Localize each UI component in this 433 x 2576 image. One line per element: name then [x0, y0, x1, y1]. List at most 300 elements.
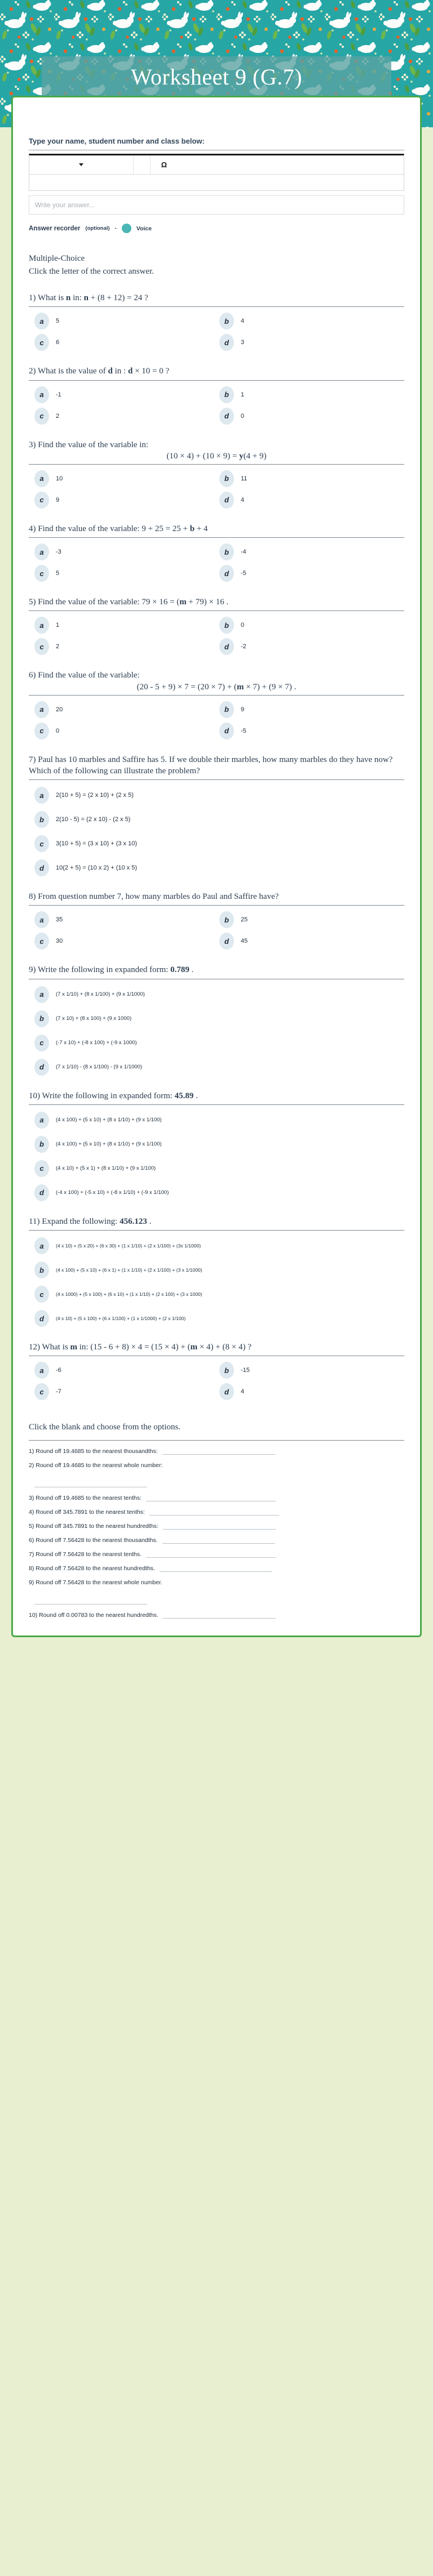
question-block: [29, 1342, 404, 1400]
option-d[interactable]: [219, 1383, 404, 1400]
option-letter-badge[interactable]: c: [34, 638, 49, 655]
option-letter-badge[interactable]: b: [219, 470, 234, 487]
blank-question-row: [29, 1612, 404, 1619]
option-text: 0: [241, 622, 245, 629]
blank-answer-field[interactable]: [34, 1481, 147, 1487]
option-letter-badge[interactable]: d: [219, 565, 234, 582]
option-letter-badge[interactable]: c: [34, 334, 49, 351]
blanks-container: [29, 1448, 404, 1619]
option-letter-badge[interactable]: d: [34, 1184, 49, 1201]
option-letter-badge[interactable]: b: [219, 313, 234, 329]
option-letter-badge[interactable]: b: [219, 701, 234, 718]
option-text: -3: [56, 549, 61, 555]
option-letter-badge[interactable]: a: [34, 470, 49, 487]
option-b[interactable]: [219, 386, 404, 403]
option-letter-badge[interactable]: a: [34, 543, 49, 560]
option-letter-badge[interactable]: a: [34, 313, 49, 329]
blank-question-row: [29, 1565, 404, 1572]
answer-placeholder-text: Write your answer...: [35, 201, 95, 209]
option-a[interactable]: [34, 986, 404, 1003]
blanks-divider: [29, 1440, 404, 1441]
option-d[interactable]: [219, 933, 404, 950]
option-text: 2: [56, 643, 60, 650]
option-text: (7 x 1/10) + (8 x 1/100) + (9 x 1/1000): [56, 991, 145, 997]
question-body-text-3: .: [147, 1216, 152, 1226]
question-equation: [29, 683, 404, 692]
option-text: -4: [241, 549, 246, 555]
option-text: (4 x 100) + (5 x 10) + (8 x 1/10) + (9 x 1/100): [56, 1117, 162, 1124]
blank-question-text: 6) Round off 7.56428 to the nearest thousandths.: [29, 1537, 158, 1544]
option-text: -15: [241, 1367, 250, 1374]
question-number: 9): [29, 965, 38, 975]
question-variable-2: n: [83, 293, 89, 302]
question-body-text: Write the following in expanded form:: [42, 1091, 175, 1100]
option-letter-badge[interactable]: b: [219, 617, 234, 634]
recorder-label: Answer recorder: [29, 225, 81, 232]
title-plate: [42, 56, 391, 97]
question-body-text: Expand the following:: [42, 1216, 120, 1226]
option-c[interactable]: [34, 1383, 219, 1400]
blank-answer-field[interactable]: [146, 1495, 276, 1501]
option-a[interactable]: [34, 1362, 219, 1379]
question-number: 2): [29, 367, 38, 376]
option-letter-badge[interactable]: a: [34, 617, 49, 634]
question-text: [29, 292, 404, 304]
option-text: 0: [241, 412, 245, 420]
option-letter-badge[interactable]: d: [219, 933, 234, 950]
question-block: [29, 292, 404, 351]
blank-question-text: 3) Round off 19.4685 to the nearest tenths:: [29, 1495, 142, 1502]
equation-left: (20 - 5 + 9) × 7 = (20 × 7) + (: [136, 682, 237, 692]
question-body-text: Find the value of the variable:: [38, 671, 140, 680]
question-text: [29, 1216, 404, 1227]
option-text: -7: [56, 1388, 61, 1396]
question-number: 4): [29, 524, 38, 533]
option-text: 4: [241, 318, 245, 325]
question-text: [29, 754, 404, 777]
answer-recorder-row: [29, 224, 404, 233]
options-list: [29, 313, 404, 351]
equation-left: (10 × 4) + (10 × 9) =: [166, 451, 240, 461]
question-block: [29, 754, 404, 877]
option-letter-badge[interactable]: c: [34, 1286, 49, 1303]
option-d[interactable]: [219, 565, 404, 582]
question-divider: [29, 610, 404, 611]
options-list: [29, 617, 404, 655]
blank-question-text: 10) Round off 0.00783 to the nearest hundredths.: [29, 1612, 158, 1619]
option-letter-badge[interactable]: a: [34, 701, 49, 718]
option-a[interactable]: [34, 787, 404, 804]
answer-input-field[interactable]: [29, 195, 404, 215]
question-number: 5): [29, 598, 38, 607]
blank-question-text: 9) Round off 7.56428 to the nearest whole number.: [29, 1579, 162, 1586]
option-letter-badge[interactable]: b: [219, 911, 234, 928]
options-list: [29, 1362, 404, 1400]
question-body-text: Paul has 10 marbles and Saffire has 5. If we double their marbles, how many marbles do they have now? Which of the following can illustrate the problem?: [29, 755, 393, 776]
question-value: 45.89: [174, 1091, 194, 1100]
question-variable: d: [108, 367, 113, 376]
mc-section-instruction: Click the letter of the correct answer.: [29, 266, 154, 276]
question-divider: [29, 464, 404, 465]
option-c[interactable]: [34, 638, 219, 655]
option-text: 9: [56, 496, 60, 503]
option-text: 6: [56, 339, 60, 346]
option-b[interactable]: [219, 1362, 404, 1379]
option-c[interactable]: [34, 408, 219, 425]
option-text: (4 x 100) + (5 x 10) + (8 x 1/10) + (9 x 1/100): [56, 1141, 162, 1148]
option-letter-badge[interactable]: a: [34, 911, 49, 928]
question-text: [29, 1090, 404, 1102]
question-body-text-3: .: [189, 965, 194, 975]
question-text: [29, 596, 404, 608]
options-list: [29, 386, 404, 425]
question-number: 6): [29, 671, 38, 680]
option-text: (4 x 10) + (5 x 100) + (6 x 1/100) + (1 x 1/1000) + (2 x 1/100): [56, 1316, 186, 1321]
option-text: (4 x 10) + (5 x 20) + (6 x 30) + (1 x 1/10) + (2 x 1/100) + (3x 1/1000): [56, 1243, 201, 1249]
question-block: [29, 596, 404, 655]
option-d[interactable]: [219, 723, 404, 739]
option-b[interactable]: [219, 313, 404, 329]
blank-question-text: 7) Round off 7.56428 to the nearest tenths.: [29, 1551, 142, 1558]
option-text: 10(2 + 5) = (10 x 2) + (10 x 5): [56, 864, 137, 871]
option-b[interactable]: [219, 701, 404, 718]
question-number: 1): [29, 293, 38, 302]
question-variable-2: d: [127, 367, 133, 376]
question-block: [29, 523, 404, 582]
editor-text-area[interactable]: [29, 175, 404, 190]
option-b[interactable]: [34, 1010, 404, 1027]
options-list: [29, 787, 404, 876]
option-a[interactable]: [34, 470, 219, 487]
option-letter-badge[interactable]: d: [34, 1059, 49, 1076]
question-body-text-3: × 4) + (8 × 4) ?: [197, 1343, 251, 1352]
option-letter-badge[interactable]: d: [219, 492, 234, 509]
option-letter-badge[interactable]: b: [219, 386, 234, 403]
question-block: [29, 891, 404, 950]
option-a[interactable]: [34, 1112, 404, 1129]
blank-answer-field[interactable]: [149, 1509, 279, 1516]
option-letter-badge[interactable]: c: [34, 565, 49, 582]
option-letter-badge[interactable]: a: [34, 986, 49, 1003]
equation-right: × 7) + (9 × 7) .: [244, 682, 297, 692]
option-letter-badge[interactable]: d: [219, 723, 234, 739]
question-body-text-3: + 4: [195, 524, 208, 533]
question-body-text-3: + 79) × 16 .: [186, 598, 229, 607]
blank-question-row: [29, 1537, 404, 1544]
question-body-text: Find the value of the variable: 79 × 16 = (: [38, 598, 180, 607]
option-letter-badge[interactable]: c: [34, 1160, 49, 1177]
option-b[interactable]: [219, 470, 404, 487]
option-a[interactable]: [34, 701, 219, 718]
blank-question-row: [29, 1579, 404, 1605]
equation-variable: y: [239, 451, 244, 461]
option-c[interactable]: [34, 334, 219, 351]
option-letter-badge[interactable]: c: [34, 408, 49, 425]
option-text: 5: [56, 570, 60, 577]
question-text: [29, 439, 404, 451]
option-text: 4: [241, 1388, 245, 1396]
options-list: [29, 986, 404, 1076]
option-letter-badge[interactable]: b: [219, 543, 234, 560]
blank-answer-field[interactable]: [34, 1598, 147, 1605]
question-variable: b: [189, 524, 195, 533]
option-text: -2: [241, 643, 246, 650]
question-variable: n: [65, 293, 71, 302]
option-c[interactable]: [34, 492, 219, 509]
blank-answer-field[interactable]: [163, 1612, 276, 1619]
option-letter-badge[interactable]: b: [34, 811, 49, 828]
option-text: (7 x 1/10) - (8 x 1/100) - (9 x 1/1000): [56, 1064, 143, 1070]
blank-question-row: [29, 1495, 404, 1501]
option-b[interactable]: [219, 543, 404, 560]
blank-question-row: [29, 1462, 404, 1487]
option-letter-badge[interactable]: c: [34, 835, 49, 852]
option-d[interactable]: [219, 638, 404, 655]
options-list: [29, 1112, 404, 1201]
option-a[interactable]: [34, 1237, 404, 1254]
blank-question-text: 2) Round off 19.4685 to the nearest whole number:: [29, 1462, 163, 1469]
option-text: 45: [241, 938, 248, 945]
options-list: [29, 911, 404, 950]
toolbar-separator-cell: [134, 155, 151, 174]
question-body-text: From question number 7, how many marbles do Paul and Saffire have?: [38, 892, 279, 901]
question-text: [29, 1342, 404, 1353]
question-block: [29, 366, 404, 424]
question-divider: [29, 695, 404, 696]
question-value: 456.123: [120, 1216, 147, 1226]
blank-question-text: 1) Round off 19.4685 to the nearest thousandths:: [29, 1448, 158, 1455]
option-text: 11: [241, 475, 248, 482]
option-d[interactable]: [219, 492, 404, 509]
option-c[interactable]: [34, 835, 404, 852]
question-number: 12): [29, 1343, 42, 1352]
question-body-text: Find the value of the variable in:: [38, 440, 149, 449]
rich-text-editor[interactable]: [29, 154, 404, 191]
option-text: 5: [56, 318, 60, 325]
question-variable-2: m: [190, 1343, 198, 1352]
identity-block: [29, 137, 404, 233]
option-d[interactable]: [34, 1059, 404, 1076]
option-letter-badge[interactable]: b: [34, 1262, 49, 1278]
option-b[interactable]: [219, 911, 404, 928]
blank-question-text: 8) Round off 7.56428 to the nearest hundredths.: [29, 1565, 155, 1572]
question-value: 0.789: [170, 965, 189, 975]
question-divider: [29, 1104, 404, 1105]
option-text: (4 x 100) + (5 x 10) + (6 x 1) + (1 x 1/10) + (2 x 1/100) + (3 x 1/1000): [56, 1267, 202, 1273]
question-body-text: What is: [37, 293, 66, 302]
option-letter-badge[interactable]: c: [34, 492, 49, 509]
blank-answer-field[interactable]: [160, 1566, 272, 1572]
option-d[interactable]: [219, 334, 404, 351]
question-block: [29, 670, 404, 739]
blank-question-text: 4) Round off 345.7891 to the nearest tenths:: [29, 1509, 145, 1516]
option-text: 35: [56, 916, 63, 924]
option-letter-badge[interactable]: d: [219, 1383, 234, 1400]
option-letter-badge[interactable]: a: [34, 1112, 49, 1129]
option-text: -6: [56, 1367, 61, 1374]
option-letter-badge[interactable]: a: [34, 787, 49, 804]
equation-right: (4 + 9): [243, 451, 267, 461]
option-text: 9: [241, 706, 245, 713]
option-text: 2: [56, 412, 60, 420]
option-text: -1: [56, 391, 61, 398]
option-letter-badge[interactable]: a: [34, 386, 49, 403]
option-a[interactable]: [34, 313, 219, 329]
option-text: 10: [56, 475, 63, 482]
question-text: [29, 964, 404, 975]
option-letter-badge[interactable]: b: [219, 1362, 234, 1379]
options-list: [29, 1237, 404, 1327]
question-block: [29, 439, 404, 509]
option-text: (7 x 10) + (8 x 100) + (9 x 1000): [56, 1015, 132, 1022]
page-title: Worksheet 9 (G.7): [130, 64, 303, 90]
question-number: 8): [29, 892, 38, 901]
question-body-text-2: in :: [112, 367, 128, 376]
option-letter-badge[interactable]: d: [219, 334, 234, 351]
option-text: -5: [241, 727, 246, 734]
option-letter-badge[interactable]: a: [34, 1362, 49, 1379]
option-text: 30: [56, 938, 63, 945]
question-text: [29, 891, 404, 902]
option-letter-badge[interactable]: b: [34, 1136, 49, 1153]
option-b[interactable]: [219, 617, 404, 634]
option-letter-badge[interactable]: d: [34, 1310, 49, 1327]
question-number: 11): [29, 1216, 42, 1226]
worksheet-card: [11, 96, 422, 1637]
option-c[interactable]: [34, 933, 219, 950]
question-body-text: What is: [42, 1343, 70, 1352]
question-body-text-3: .: [193, 1091, 198, 1100]
option-c[interactable]: [34, 1160, 404, 1177]
blank-question-row: [29, 1448, 404, 1455]
question-body-text-2: in: (15 - 6 + 8) × 4 = (15 × 4) + (: [77, 1343, 191, 1352]
option-a[interactable]: [34, 617, 219, 634]
mc-section-heading: Multiple-Choice: [29, 254, 85, 263]
recorder-optional-label: (optional): [85, 225, 110, 231]
option-text: (4 x 10) + (5 x 1) + (8 x 1/10) + (9 x 1/100): [56, 1165, 156, 1172]
question-body-text: Find the value of the variable: 9 + 25 = 25 +: [38, 524, 190, 533]
option-text: (4 x 1000) + (5 x 100) + (6 x 10) + (1 x 1/10) + (2 x 100) + (3 x 1000): [56, 1291, 202, 1297]
question-divider: [29, 537, 404, 538]
question-number: 3): [29, 440, 38, 449]
option-d[interactable]: [34, 1310, 404, 1327]
question-divider: [29, 905, 404, 906]
options-list: [29, 470, 404, 509]
option-a[interactable]: [34, 911, 219, 928]
option-letter-badge[interactable]: c: [34, 933, 49, 950]
options-list: [29, 543, 404, 582]
question-number: 7): [29, 755, 38, 764]
option-letter-badge[interactable]: b: [34, 1010, 49, 1027]
question-equation: [29, 452, 404, 461]
option-text: 2(10 + 5) = (2 x 10) + (2 x 5): [56, 792, 134, 799]
option-c[interactable]: [34, 1286, 404, 1303]
question-body-text: Write the following in expanded form:: [37, 965, 171, 975]
question-body-text-3: × 10 = 0 ?: [132, 367, 170, 376]
blank-question-text: 5) Round off 345.7891 to the nearest hundredths:: [29, 1523, 158, 1530]
option-text: 4: [241, 496, 245, 503]
option-text: 0: [56, 727, 60, 734]
record-button-icon[interactable]: [122, 224, 131, 233]
card-spacer: [29, 97, 404, 137]
option-text: 3: [241, 339, 245, 346]
option-letter-badge[interactable]: c: [34, 1383, 49, 1400]
questions-container: [29, 292, 404, 1400]
blank-answer-field[interactable]: [163, 1523, 276, 1530]
option-c[interactable]: [34, 723, 219, 739]
question-block: [29, 1090, 404, 1201]
option-text: 25: [241, 916, 248, 924]
blank-answer-field[interactable]: [146, 1552, 276, 1558]
option-text: 3(10 + 5) = (3 x 10) + (3 x 10): [56, 840, 137, 847]
option-b[interactable]: [34, 1136, 404, 1153]
question-body-text: What is the value of: [37, 367, 108, 376]
option-text: (-7 x 10) + (-8 x 100) + (-9 x 1000): [56, 1040, 137, 1046]
blank-question-row: [29, 1509, 404, 1516]
option-letter-badge[interactable]: c: [34, 1035, 49, 1051]
option-a[interactable]: [34, 543, 219, 560]
option-text: 20: [56, 706, 63, 713]
option-text: -5: [241, 570, 246, 577]
question-variable: m: [179, 598, 187, 607]
options-list: [29, 701, 404, 739]
question-text: [29, 670, 404, 681]
option-letter-badge[interactable]: d: [219, 408, 234, 425]
question-divider: [29, 306, 404, 307]
option-c[interactable]: [34, 565, 219, 582]
blanks-instruction: Click the blank and choose from the options.: [29, 1423, 181, 1432]
recorder-voice-label: Voice: [136, 225, 152, 232]
option-d[interactable]: [219, 408, 404, 425]
question-block: [29, 1216, 404, 1327]
editor-toolbar: [29, 155, 404, 175]
option-text: 2(10 - 5) = (2 x 10) - (2 x 5): [56, 816, 131, 823]
option-letter-badge[interactable]: d: [34, 859, 49, 876]
question-divider: [29, 380, 404, 381]
option-d[interactable]: [34, 1184, 404, 1201]
question-number: 10): [29, 1091, 42, 1100]
option-d[interactable]: [34, 859, 404, 876]
option-text: (-4 x 100) + (-5 x 10) + (-8 x 1/10) + (-9 x 1/100): [56, 1189, 169, 1196]
blank-answer-field[interactable]: [162, 1449, 275, 1455]
omega-symbol-button[interactable]: Ω: [161, 161, 167, 169]
question-variable: m: [70, 1343, 77, 1352]
question-divider: [29, 1230, 404, 1231]
question-text: [29, 366, 404, 377]
option-text: 1: [241, 391, 245, 398]
option-letter-badge[interactable]: a: [34, 1237, 49, 1254]
option-b[interactable]: [34, 811, 404, 828]
chevron-down-icon: [79, 163, 83, 166]
question-divider: [29, 779, 404, 780]
text-style-dropdown[interactable]: [29, 155, 134, 174]
option-b[interactable]: [34, 1262, 404, 1278]
blank-question-row: [29, 1523, 404, 1530]
recorder-dash: -: [114, 225, 117, 231]
question-body-text-2: in:: [70, 293, 84, 302]
equation-variable: m: [236, 682, 244, 692]
option-a[interactable]: [34, 386, 219, 403]
blank-question-row: [29, 1551, 404, 1558]
blank-answer-field[interactable]: [162, 1537, 275, 1544]
question-block: [29, 964, 404, 1075]
question-body-text-3: + (8 + 12) = 24 ?: [89, 293, 148, 302]
question-text: [29, 523, 404, 534]
option-letter-badge[interactable]: d: [219, 638, 234, 655]
identity-prompt: Type your name, student number and class below:: [29, 137, 205, 145]
option-c[interactable]: [34, 1035, 404, 1051]
option-letter-badge[interactable]: c: [34, 723, 49, 739]
